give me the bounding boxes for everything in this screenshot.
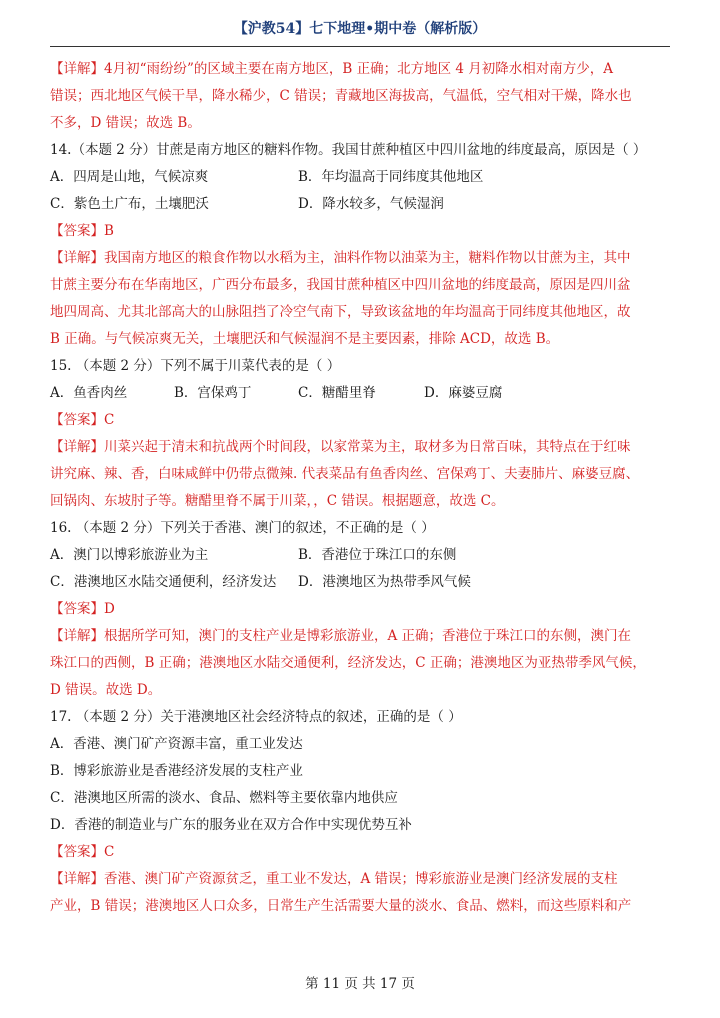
q14-stem: 14.（本题 2 分）甘蔗是南方地区的糖料作物。我国甘蔗种植区中四川盆地的纬度最高，原因是（ ）: [50, 142, 647, 158]
q17-option-d: D．香港的制造业与广东的服务业在双方合作中实现优势互补: [50, 817, 412, 833]
q16-stem: 16. （本题 2 分）下列关于香港、澳门的叙述，不正确的是（ ）: [50, 520, 435, 536]
q17-option-a: A．香港、澳门矿产资源丰富，重工业发达: [50, 736, 303, 752]
q16-detail-line: 【详解】根据所学可知，澳门的支柱产业是博彩旅游业，A 正确；香港位于珠江口的东侧，澳门在: [50, 628, 632, 644]
q14-options-row-1: [50, 164, 672, 191]
q17-option-b: B．博彩旅游业是香港经济发展的支柱产业: [50, 763, 303, 779]
q14-option-d: D．降水较多，气候湿润: [298, 196, 444, 212]
q14-option-a: A．四周是山地，气候凉爽: [50, 169, 209, 185]
q15-answer: 【答案】C: [50, 412, 115, 428]
q13-detail-line: 不多，D 错误；故选 B。: [50, 115, 201, 131]
q13-detail-line: 【详解】4月初“雨纷纷”的区域主要在南方地区，B 正确；北方地区 4 月初降水相对南方少，A: [50, 61, 614, 77]
q16-answer: 【答案】D: [50, 601, 115, 617]
page-number-footer: 第 11 页 共 17 页: [305, 976, 415, 992]
q17-detail-line: 【详解】香港、澳门矿产资源贫乏，重工业不发达，A 错误；博彩旅游业是澳门经济发展的支柱: [50, 871, 618, 887]
page-header-title: 【沪教54】七下地理•期中卷（解析版）: [233, 21, 487, 37]
q15-option-c: C．糖醋里脊: [298, 385, 376, 401]
q15-option-a: A．鱼香肉丝: [50, 385, 128, 401]
q14-detail-line: 地四周高、尤其北部高大的山脉阻挡了冷空气南下，导致该盆地的年均温高于同纬度其他地区，故: [50, 304, 631, 320]
q15-option-b: B．宫保鸡丁: [174, 385, 252, 401]
q16-options-row-1: [50, 542, 672, 569]
q16-detail-line: 珠江口的西侧，B 正确；港澳地区水陆交通便利，经济发达，C 正确；港澳地区为亚热带季风气候，: [50, 655, 646, 671]
q15-detail-line: 讲究麻、辣、香，白味咸鲜中仍带点微辣. 代表菜品有鱼香肉丝、宫保鸡丁、夫妻肺片、麻婆豆腐、: [50, 466, 640, 482]
q14-detail-line: B 正确。与气候凉爽无关，土壤肥沃和气候湿润不是主要因素，排除 ACD，故选 B。: [50, 331, 560, 347]
q16-detail-line: D 错误。故选 D。: [50, 682, 162, 698]
q15-detail-line: 【详解】川菜兴起于清末和抗战两个时间段，以家常菜为主，取材多为日常百味，其特点在于红味: [50, 439, 631, 455]
q16-option-a: A．澳门以博彩旅游业为主: [50, 547, 209, 563]
q17-option-c: C．港澳地区所需的淡水、食品、燃料等主要依靠内地供应: [50, 790, 398, 806]
q14-answer: 【答案】B: [50, 223, 114, 239]
q16-option-c: C．港澳地区水陆交通便利，经济发达: [50, 574, 277, 590]
q13-detail-line: 错误；西北地区气候干旱，降水稀少，C 错误；青藏地区海拔高，气温低，空气相对干燥，降水也: [50, 88, 632, 104]
q14-option-c: C．紫色土广布，土壤肥沃: [50, 196, 209, 212]
q17-detail-line: 产业，B 错误；港澳地区人口众多，日常生产生活需要大量的淡水、食品、燃料，而这些原料和产: [50, 898, 632, 914]
page-content: [50, 56, 672, 920]
q17-stem: 17. （本题 2 分）关于港澳地区社会经济特点的叙述，正确的是（ ）: [50, 709, 462, 725]
header-divider: [50, 46, 670, 47]
q15-stem: 15. （本题 2 分）下列不属于川菜代表的是（ ）: [50, 358, 341, 374]
q14-option-b: B．年均温高于同纬度其他地区: [298, 169, 484, 185]
q16-option-d: D．港澳地区为热带季风气候: [298, 574, 471, 590]
q17-answer: 【答案】C: [50, 844, 115, 860]
q14-options-row-2: [50, 191, 672, 218]
q15-options-row: [50, 380, 672, 407]
q14-detail-line: 甘蔗主要分布在华南地区，广西分布最多，我国甘蔗种植区中四川盆地的纬度最高，原因是四川盆: [50, 277, 631, 293]
q15-option-d: D．麻婆豆腐: [424, 385, 503, 401]
q16-options-row-2: [50, 569, 672, 596]
q15-detail-line: 回锅肉、东坡肘子等。糖醋里脊不属于川菜，，C 错误。根据题意，故选 C。: [50, 493, 505, 509]
q14-detail-line: 【详解】我国南方地区的粮食作物以水稻为主，油料作物以油菜为主，糖料作物以甘蔗为主，其中: [50, 250, 631, 266]
q16-option-b: B．香港位于珠江口的东侧: [298, 547, 457, 563]
